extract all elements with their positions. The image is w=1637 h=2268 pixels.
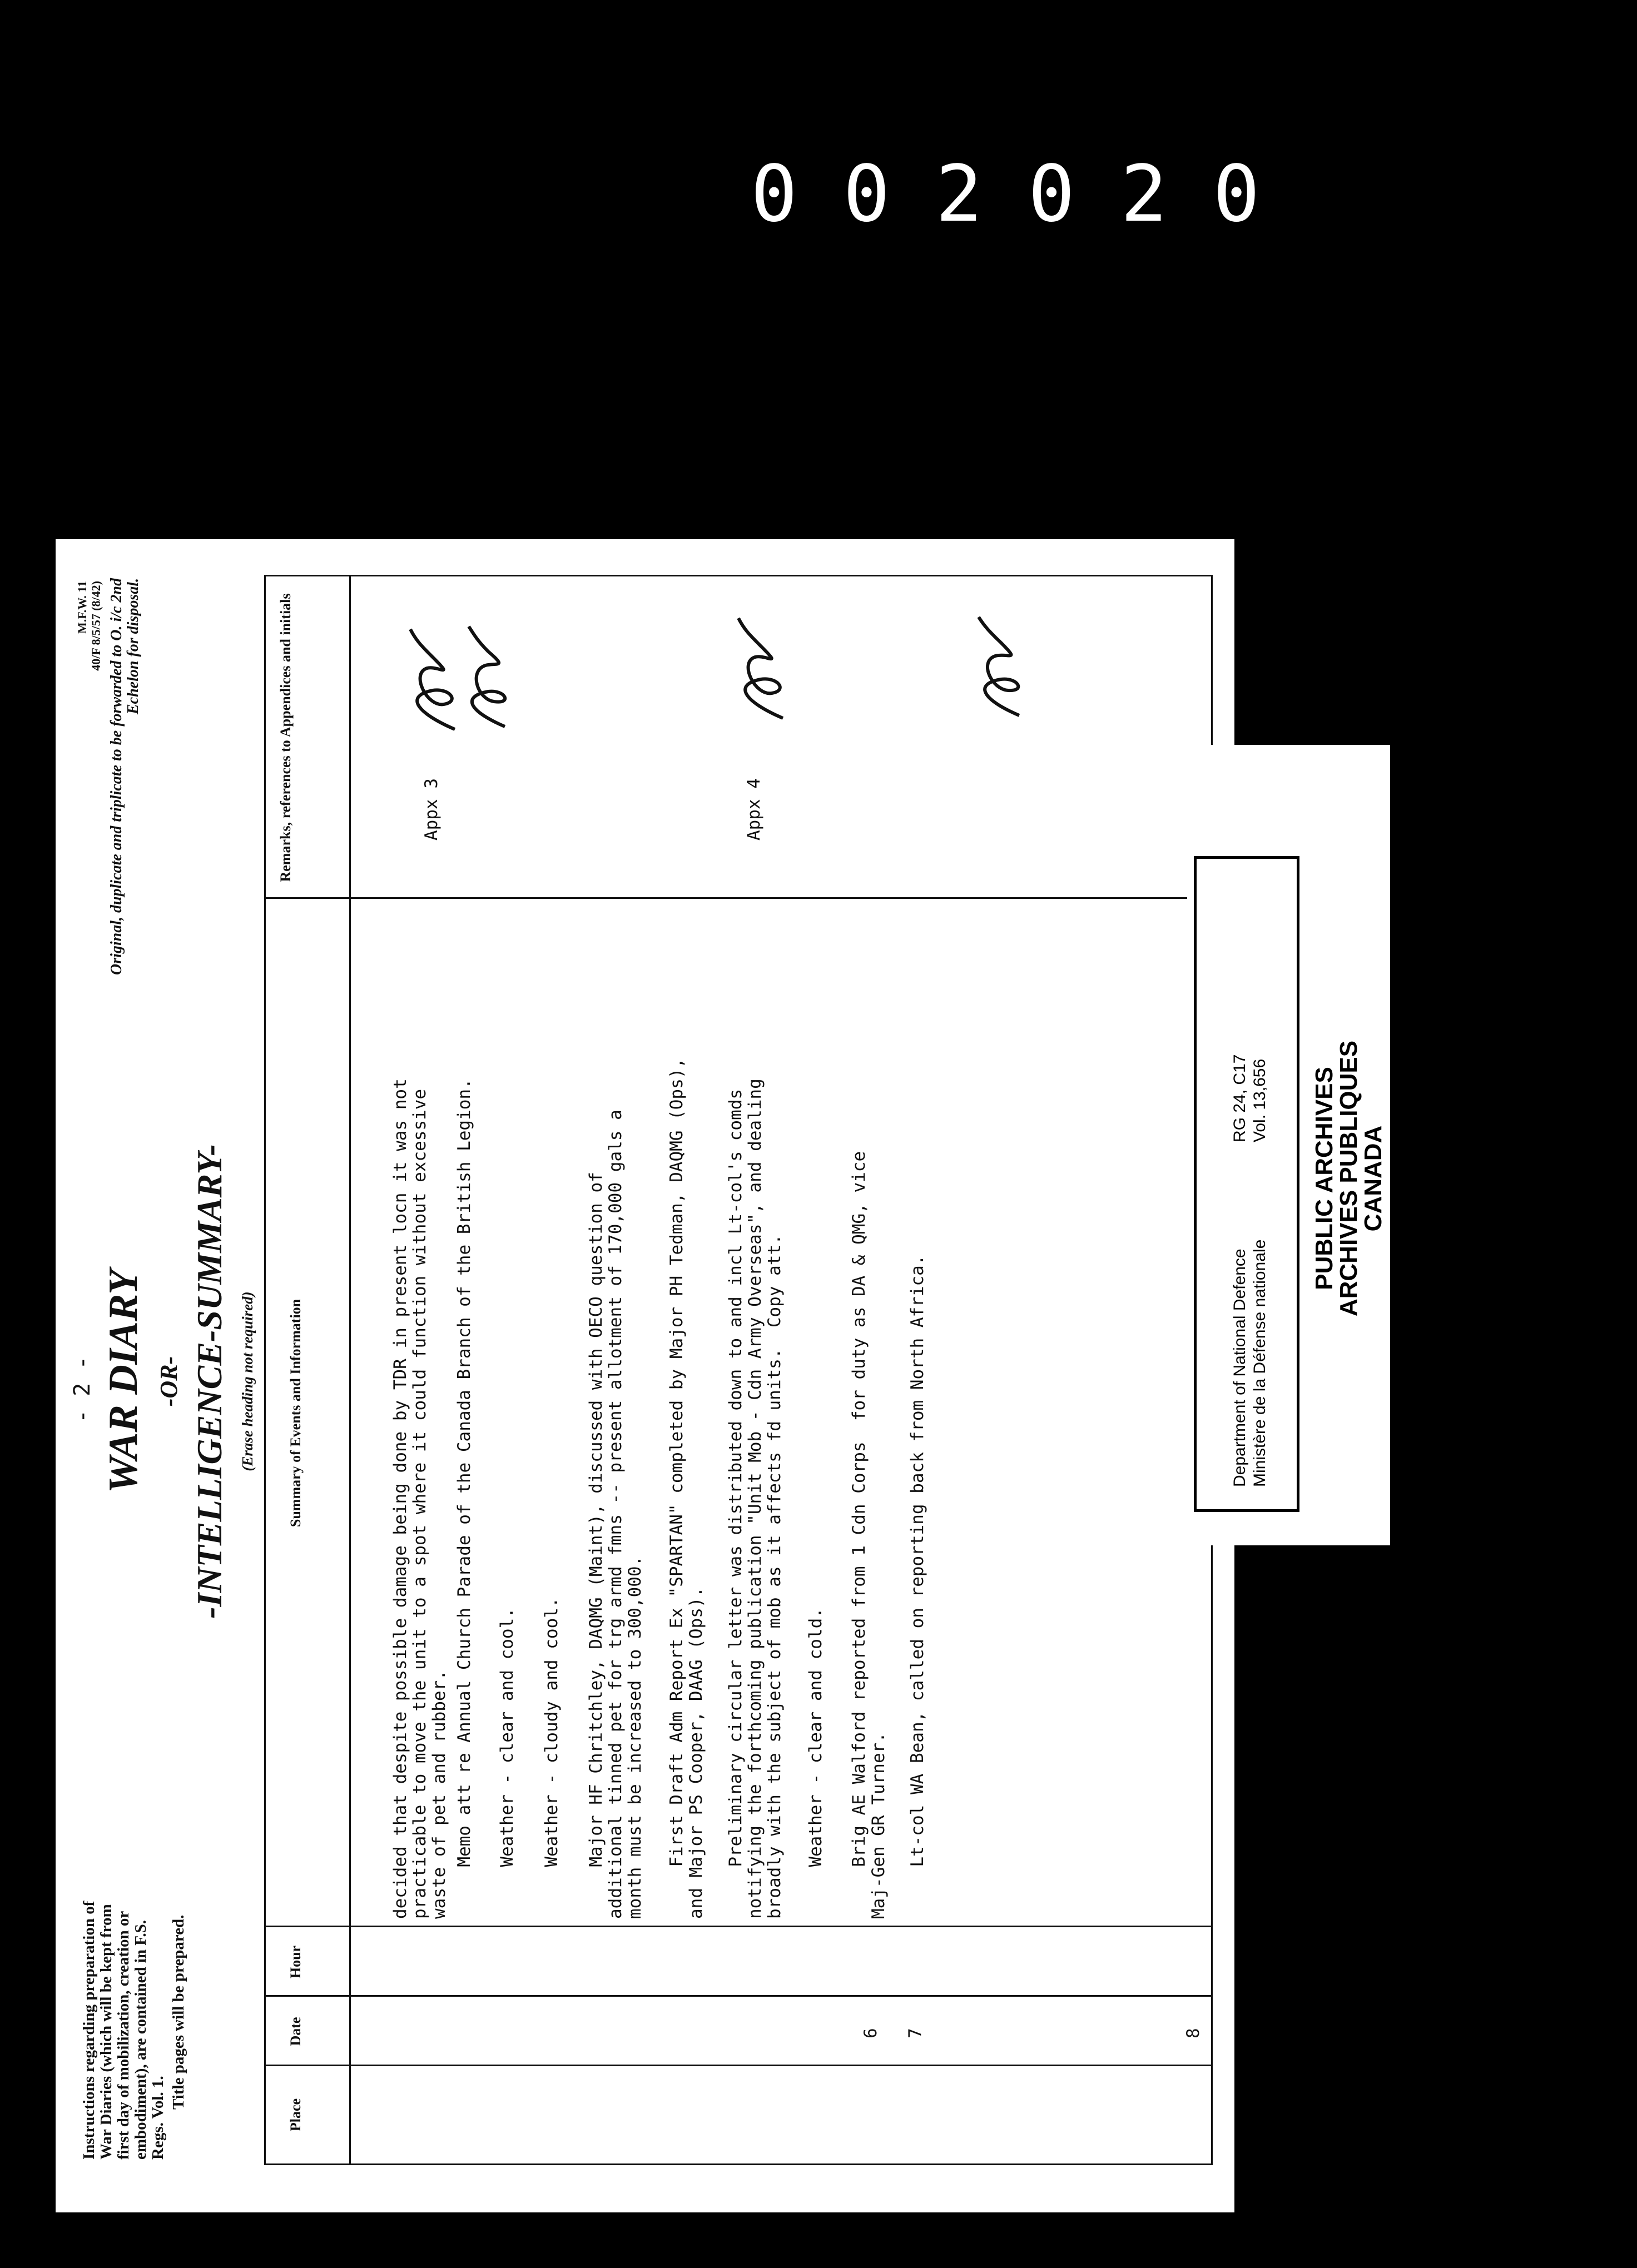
disposal-note: Original, duplicate and triplicate to be forwarded to O. i/c 2nd Echelon for disposal. bbox=[108, 578, 142, 975]
date-cell: 7 bbox=[905, 2028, 925, 2038]
record-group bbox=[1230, 1055, 1270, 1142]
microfilm-frame-number: 002020 bbox=[751, 149, 1306, 240]
initials-signature bbox=[961, 613, 1039, 724]
summary-entry: Memo att re Annual Church Parade of the Canada Branch of the British Legion. bbox=[454, 1078, 474, 1919]
column-header-hour: Hour bbox=[287, 1945, 304, 1979]
public-archives-country: CANADA bbox=[1360, 1125, 1387, 1232]
instructions-text: Instructions regarding preparation of War Diaries (which will be kept from first day of mobilization, creation or embodiment), are contained in F.S. Regs. Vol. 1. bbox=[80, 1901, 167, 2160]
appendix-reference: Appx 4 bbox=[744, 778, 764, 840]
initials-signature bbox=[449, 624, 522, 735]
archive-label-box bbox=[1194, 856, 1299, 1512]
initials-signature bbox=[722, 613, 800, 724]
archive-label-container bbox=[1187, 745, 1390, 1545]
date-cell: 8 bbox=[1183, 2028, 1203, 2038]
column-header-date: Date bbox=[287, 2017, 304, 2046]
title-pages-note: Title pages will be prepared. bbox=[170, 1914, 187, 2110]
column-header-remarks: Remarks, references to Appendices and initials bbox=[277, 593, 294, 882]
form-id-line1: M.F.W. 11 bbox=[75, 581, 89, 634]
war-diary-page-container bbox=[56, 539, 1234, 2212]
date-cell: 6 bbox=[861, 2028, 881, 2038]
column-header-place: Place bbox=[287, 2098, 304, 2132]
header-divider bbox=[349, 576, 351, 2163]
public-archives-en: PUBLIC ARCHIVES bbox=[1311, 1067, 1338, 1290]
war-diary-page bbox=[56, 539, 1234, 2212]
column-divider bbox=[266, 897, 1211, 899]
erase-heading-note: (Erase heading not required) bbox=[239, 1291, 256, 1471]
public-archives-stamp bbox=[1312, 901, 1386, 1456]
page-title: WAR DIARY bbox=[101, 1269, 146, 1494]
record-group-number: RG 24, C17 bbox=[1231, 1054, 1249, 1142]
summary-entry: decided that despite possible damage being done by TDR in present locn it was not practicable to move the unit to a spot where it could function without excessive waste of pet and rubber. bbox=[390, 1078, 449, 1919]
summary-entry: Brig AE Walford reported from 1 Cdn Corps for duty as DA & QMG, vice Maj-Gen GR Turner. bbox=[849, 1151, 889, 1919]
archive-label bbox=[1187, 745, 1390, 1545]
title-or: -OR- bbox=[155, 1356, 182, 1407]
column-divider bbox=[266, 2065, 1211, 2066]
summary-entry: Weather - cloudy and cool. bbox=[542, 1597, 562, 1919]
form-id-line2: 40/F 8/5/57 (8/42) bbox=[89, 581, 103, 671]
department-name bbox=[1230, 1240, 1270, 1487]
public-archives-fr: ARCHIVES PUBLIQUES bbox=[1335, 1040, 1362, 1317]
department-name-en: Department of National Defence bbox=[1231, 1249, 1249, 1487]
column-divider bbox=[266, 1926, 1211, 1927]
summary-entry: Major HF Chritchley, DAQMG (Maint), discussed with OECO question of additional tinned pet for trg armd fmns -- present allotment of 170,000 gals a month must be increased to 300,000. bbox=[586, 1110, 645, 1919]
department-name-fr: Ministère de la Défense nationale bbox=[1251, 1239, 1269, 1487]
summary-entry: First Draft Adm Report Ex "SPARTAN" completed by Major PH Tedman, DAQMG (Ops), and Major PS Cooper, DAAG (Ops). bbox=[667, 1057, 706, 1919]
page-subtitle: -INTELLIGENCE-SUMMARY- bbox=[190, 1144, 229, 1619]
appendix-reference: Appx 3 bbox=[421, 778, 442, 840]
summary-entry: Lt-col WA Bean, called on reporting back from North Africa. bbox=[907, 1255, 927, 1919]
diary-table bbox=[264, 575, 1213, 2165]
summary-entry: Weather - clear and cool. bbox=[497, 1608, 517, 1919]
column-divider bbox=[266, 1995, 1211, 1997]
form-identifier bbox=[75, 581, 103, 671]
column-header-summary: Summary of Events and Information bbox=[287, 1299, 304, 1528]
volume-number: Vol. 13,656 bbox=[1251, 1058, 1269, 1142]
summary-entry: Weather - clear and cold. bbox=[806, 1608, 826, 1919]
page-number: - 2 - bbox=[70, 1356, 95, 1423]
summary-entry: Preliminary circular letter was distributed down to and incl Lt-col's comds notifying the forthcoming publication "Unit Mob - Cdn Army Overseas", and dealing broadly with the subject of mob as it affects fd units. Copy att. bbox=[726, 1078, 785, 1919]
